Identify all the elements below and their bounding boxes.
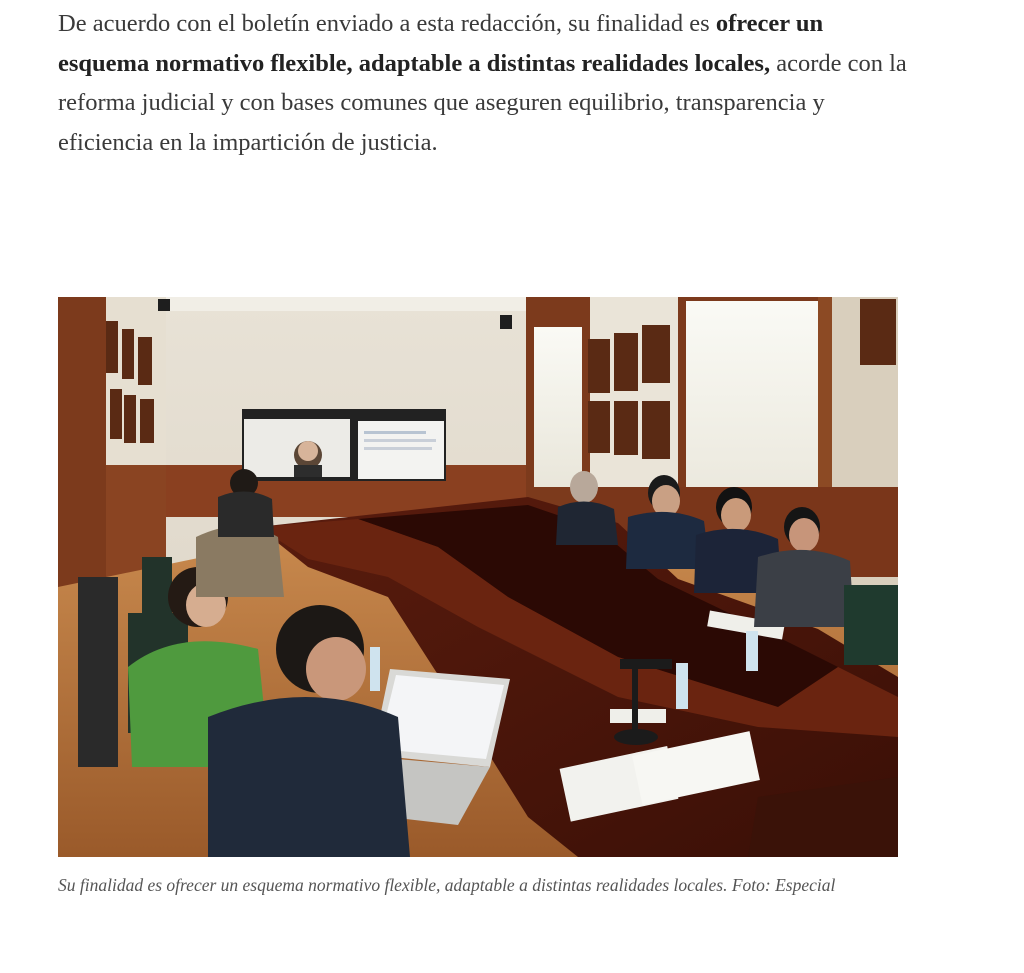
article-paragraph — [58, 4, 918, 162]
meeting-photo — [58, 297, 898, 857]
paragraph-lead: De acuerdo con el boletín enviado a esta redacción, su finalidad es — [58, 10, 716, 37]
photo-caption: Su finalidad es ofrecer un esquema normativo flexible, adaptable a distintas realidades locales. Foto: Especial — [58, 875, 836, 895]
paragraph-highlight: ofrecer un esquema normativo flexible, adaptable a distintas realidades locales, — [58, 10, 824, 77]
video-screens — [242, 409, 446, 481]
paragraph-tail: acorde con la reforma judicial y con bases comunes que aseguren equilibrio, transparencia y eficiencia en la impartición de justicia. — [58, 49, 907, 156]
meeting-photo-illustration — [58, 297, 898, 857]
